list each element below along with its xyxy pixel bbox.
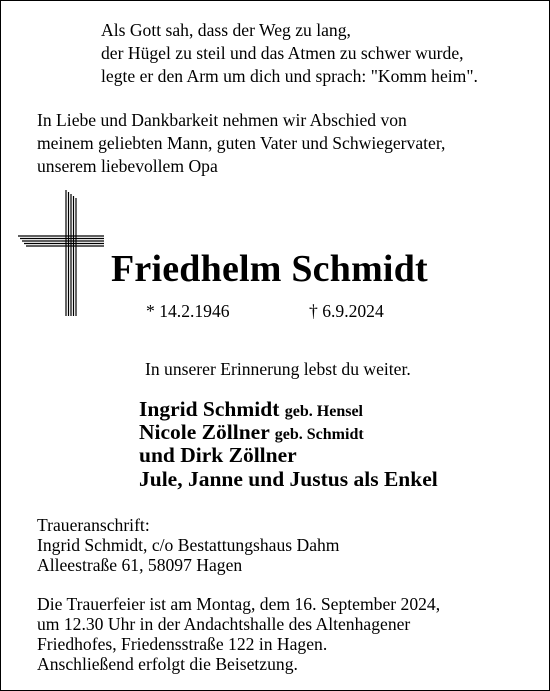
mourner-note: geb. Hensel [284, 403, 363, 420]
intro-line-2: meinem geliebten Mann, guten Vater und Schwiegervater, [37, 133, 446, 153]
birth-date: * 14.2.1946 [146, 301, 230, 321]
ceremony-line-1: Die Trauerfeier ist am Montag, dem 16. September 2024, [37, 594, 441, 614]
address-line-1: Ingrid Schmidt, c/o Bestattungshaus Dahm [37, 535, 340, 555]
mourner-name: und Dirk Zöllner [139, 443, 297, 467]
death-date: † 6.9.2024 [309, 301, 384, 321]
mourner-name: Ingrid Schmidt [139, 397, 280, 421]
mourner-name: Jule, Janne und Justus als Enkel [139, 467, 438, 491]
remembrance-line: In unserer Erinnerung lebst du weiter. [145, 359, 411, 379]
ceremony-line-4: Anschließend erfolgt die Beisetzung. [37, 654, 298, 674]
deceased-name: Friedhelm Schmidt [111, 248, 428, 290]
intro-line-1: In Liebe und Dankbarkeit nehmen wir Abschied von [37, 110, 407, 130]
mourner-name: Nicole Zöllner [139, 420, 270, 444]
mourner-3 [139, 443, 297, 468]
mourner-1 [139, 397, 363, 422]
cross-icon [16, 188, 106, 318]
intro-line-3: unserem liebevollem Opa [37, 156, 218, 176]
mourner-note: geb. Schmidt [274, 426, 364, 443]
poem-line-2: der Hügel zu steil und das Atmen zu schwer wurde, [101, 43, 464, 63]
address-line-2: Alleestraße 61, 58097 Hagen [37, 555, 243, 575]
mourner-2 [139, 420, 364, 445]
ceremony-line-2: um 12.30 Uhr in der Andachtshalle des Altenhagener [37, 614, 411, 634]
poem-line-3: legte er den Arm um dich und sprach: "Komm heim". [101, 66, 478, 86]
mourner-4 [139, 467, 438, 492]
ceremony-line-3: Friedhofes, Friedensstraße 122 in Hagen. [37, 634, 328, 654]
address-label: Traueranschrift: [37, 515, 150, 535]
poem-line-1: Als Gott sah, dass der Weg zu lang, [101, 20, 351, 40]
